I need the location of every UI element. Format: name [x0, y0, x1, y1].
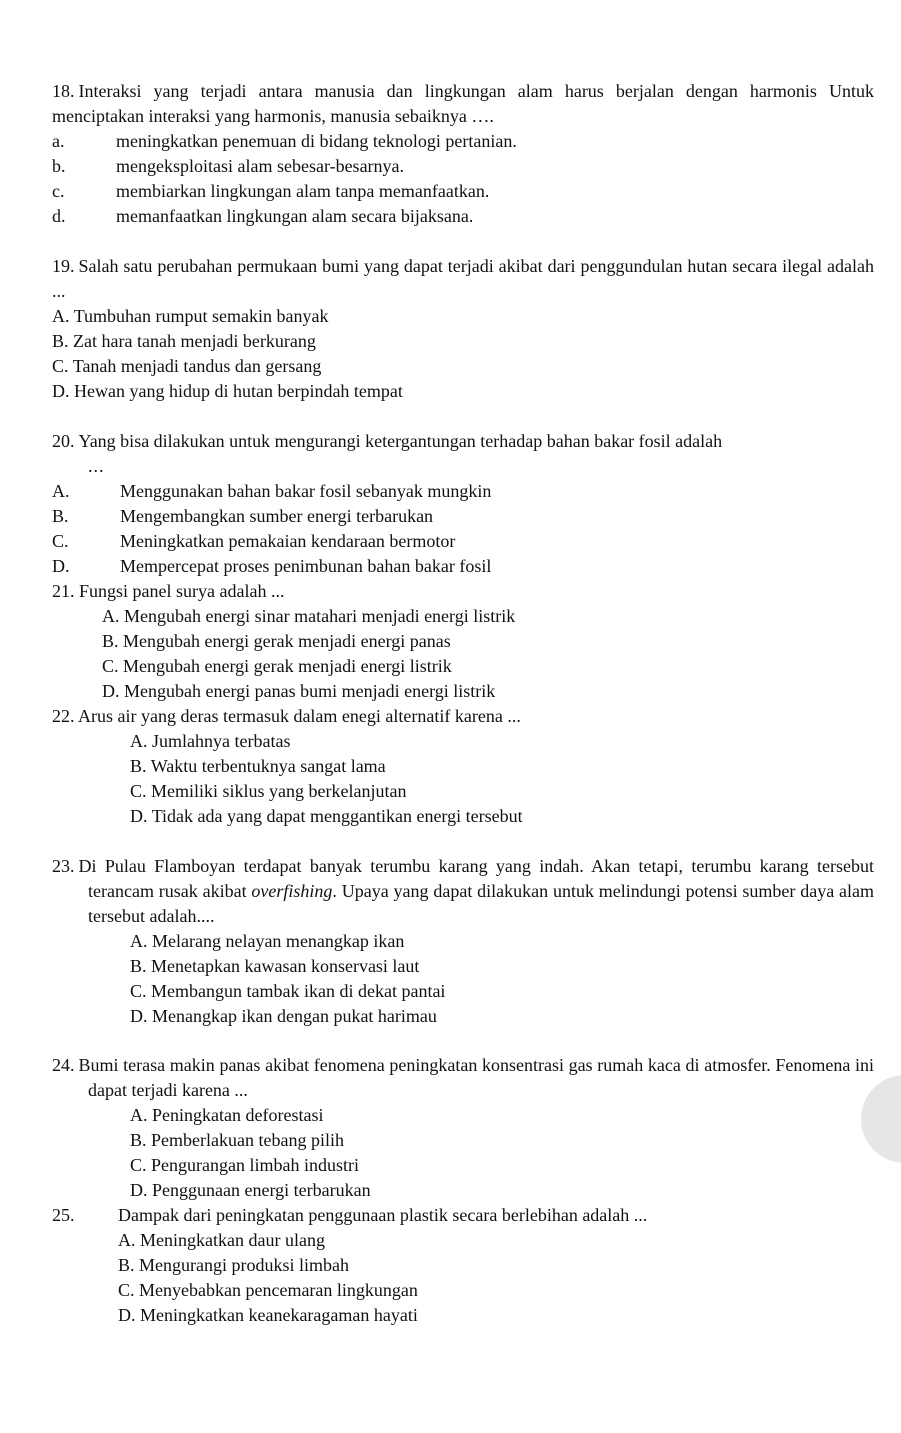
option-letter: d.: [52, 206, 66, 226]
option-text: Zat hara tanah menjadi berkurang: [73, 331, 316, 351]
option-letter: B.: [130, 756, 147, 776]
question-number: 21.: [52, 581, 75, 601]
option-letter: B.: [118, 1255, 135, 1275]
option-letter: B.: [130, 956, 147, 976]
question-24: [52, 1053, 874, 1203]
option-letter: A.: [52, 481, 70, 501]
question-20: [52, 429, 874, 579]
option-letter: D.: [52, 381, 70, 401]
option-text: Meningkatkan daur ulang: [140, 1230, 325, 1250]
option-d[interactable]: [102, 679, 874, 704]
option-text: Mengurangi produksi limbah: [139, 1255, 349, 1275]
option-letter: A.: [130, 1105, 148, 1125]
question-text: Bumi terasa makin panas akibat fenomena peningkatan konsentrasi gas rumah kaca di atmosfer. Fenomena ini dapat terjadi karena ...: [78, 1055, 874, 1100]
option-text: Mempercepat proses penimbunan bahan bakar fosil: [120, 556, 492, 576]
option-text: Peningkatan deforestasi: [152, 1105, 324, 1125]
question-text: Dampak dari peningkatan penggunaan plastik secara berlebihan adalah ...: [118, 1205, 648, 1225]
option-text: Pemberlakuan tebang pilih: [151, 1130, 344, 1150]
option-letter: A.: [102, 606, 120, 626]
option-c[interactable]: [118, 1278, 874, 1303]
option-letter: C.: [118, 1280, 135, 1300]
option-b[interactable]: [52, 154, 874, 179]
option-letter: D.: [118, 1305, 136, 1325]
option-text: Tumbuhan rumput semakin banyak: [73, 306, 329, 326]
option-letter: C.: [102, 656, 119, 676]
option-d[interactable]: [130, 1178, 874, 1203]
question-stem: [52, 1053, 874, 1103]
question-number: 18.: [52, 81, 75, 101]
option-a[interactable]: [52, 304, 874, 329]
option-text: memanfaatkan lingkungan alam secara bijaksana.: [116, 206, 474, 226]
question-number: 25.: [52, 1205, 75, 1225]
option-b[interactable]: [52, 329, 874, 354]
option-text: Menyebabkan pencemaran lingkungan: [139, 1280, 418, 1300]
option-text: meningkatkan penemuan di bidang teknologi pertanian.: [116, 131, 517, 151]
stem-ellipsis: ...: [88, 456, 105, 476]
option-d[interactable]: [52, 204, 874, 229]
option-d[interactable]: [52, 379, 874, 404]
option-text: Waktu terbentuknya sangat lama: [150, 756, 386, 776]
option-text: Hewan yang hidup di hutan berpindah tempat: [74, 381, 403, 401]
question-22: [52, 704, 874, 829]
question-stem: [52, 254, 874, 304]
option-text: Penggunaan energi terbarukan: [152, 1180, 371, 1200]
question-stem: [52, 79, 874, 129]
question-stem: [52, 1203, 874, 1228]
question-19: [52, 254, 874, 404]
question-text-italic: overfishing: [251, 881, 333, 901]
option-text: mengeksploitasi alam sebesar-besarnya.: [116, 156, 405, 176]
option-letter: c.: [52, 181, 65, 201]
option-text: Mengubah energi panas bumi menjadi energi listrik: [124, 681, 496, 701]
option-text: Jumlahnya terbatas: [152, 731, 291, 751]
question-text: Salah satu perubahan permukaan bumi yang dapat terjadi akibat dari penggundulan hutan secara ilegal adalah ...: [52, 256, 874, 301]
option-c[interactable]: [102, 654, 874, 679]
option-text: Membangun tambak ikan di dekat pantai: [151, 981, 446, 1001]
option-letter: A.: [130, 731, 148, 751]
option-a[interactable]: [118, 1228, 874, 1253]
option-c[interactable]: [52, 354, 874, 379]
question-number: 22.: [52, 706, 75, 726]
option-d[interactable]: [118, 1303, 874, 1328]
option-letter: D.: [130, 1180, 148, 1200]
question-number: 24.: [52, 1055, 75, 1075]
option-text: Tidak ada yang dapat menggantikan energi tersebut: [151, 806, 523, 826]
option-letter: C.: [52, 531, 69, 551]
option-letter: B.: [52, 331, 69, 351]
option-c[interactable]: [52, 529, 874, 554]
option-text: Menetapkan kawasan konservasi laut: [151, 956, 420, 976]
option-a[interactable]: [130, 729, 874, 754]
option-b[interactable]: [130, 1128, 874, 1153]
question-number: 19.: [52, 256, 75, 276]
question-text: . Upaya yang dapat dilakukan untuk melindungi potensi sumber daya alam tersebut adalah....: [88, 881, 875, 926]
option-a[interactable]: [52, 479, 874, 504]
option-d[interactable]: [130, 804, 874, 829]
option-letter: D.: [130, 1006, 148, 1026]
question-text: Yang bisa dilakukan untuk mengurangi ketergantungan terhadap bahan bakar fosil adalah: [78, 431, 723, 451]
question-25: [52, 1203, 874, 1328]
question-18: [52, 79, 874, 229]
option-letter: B.: [102, 631, 119, 651]
option-letter: B.: [130, 1130, 147, 1150]
option-text: Meningkatkan pemakaian kendaraan bermotor: [120, 531, 456, 551]
option-d[interactable]: [130, 1004, 874, 1029]
option-text: Menangkap ikan dengan pukat harimau: [152, 1006, 437, 1026]
option-c[interactable]: [130, 979, 874, 1004]
question-text: Fungsi panel surya adalah ...: [79, 581, 285, 601]
question-number: 20.: [52, 431, 75, 451]
option-a[interactable]: [130, 1103, 874, 1128]
question-stem: [52, 579, 874, 604]
question-21: [52, 579, 874, 704]
option-letter: C.: [130, 981, 147, 1001]
option-letter: C.: [52, 356, 69, 376]
option-c[interactable]: [52, 179, 874, 204]
option-letter: B.: [52, 506, 69, 526]
option-letter: A.: [130, 931, 148, 951]
option-letter: A.: [52, 306, 70, 326]
question-text: Arus air yang deras termasuk dalam enegi alternatif karena ...: [78, 706, 521, 726]
option-b[interactable]: [118, 1253, 874, 1278]
question-text: Interaksi yang terjadi antara manusia dan lingkungan alam harus berjalan dengan harmonis Untuk menciptakan interaksi yang harmonis, manusia sebaiknya ….: [52, 81, 874, 126]
option-letter: b.: [52, 156, 66, 176]
option-text: Mengubah energi gerak menjadi energi listrik: [123, 656, 452, 676]
option-letter: C.: [130, 781, 147, 801]
option-c[interactable]: [130, 1153, 874, 1178]
option-text: Tanah menjadi tandus dan gersang: [72, 356, 322, 376]
question-stem: [52, 704, 874, 729]
question-text: Di Pulau Flamboyan terdapat banyak terumbu karang yang indah. Akan tetapi, terumbu karang tersebut terancam rusak akibat: [78, 856, 874, 901]
option-text: Melarang nelayan menangkap ikan: [152, 931, 405, 951]
option-text: Menggunakan bahan bakar fosil sebanyak mungkin: [120, 481, 492, 501]
option-text: Pengurangan limbah industri: [151, 1155, 359, 1175]
option-b[interactable]: [102, 629, 874, 654]
option-letter: C.: [130, 1155, 147, 1175]
option-c[interactable]: [130, 779, 874, 804]
question-23: [52, 854, 874, 1029]
option-text: Memiliki siklus yang berkelanjutan: [151, 781, 407, 801]
option-a[interactable]: [130, 929, 874, 954]
option-letter: A.: [118, 1230, 136, 1250]
option-text: membiarkan lingkungan alam tanpa memanfaatkan.: [116, 181, 490, 201]
option-text: Mengubah energi gerak menjadi energi panas: [123, 631, 451, 651]
question-stem: [52, 854, 874, 929]
option-a[interactable]: [52, 129, 874, 154]
option-letter: D.: [130, 806, 148, 826]
option-text: Mengembangkan sumber energi terbarukan: [120, 506, 434, 526]
question-number: 23.: [52, 856, 75, 876]
option-text: Meningkatkan keanekaragaman hayati: [140, 1305, 418, 1325]
option-b[interactable]: [52, 504, 874, 529]
option-letter: D.: [52, 556, 70, 576]
option-b[interactable]: [130, 954, 874, 979]
option-a[interactable]: [102, 604, 874, 629]
option-d[interactable]: [52, 554, 874, 579]
option-letter: a.: [52, 131, 65, 151]
option-text: Mengubah energi sinar matahari menjadi energi listrik: [124, 606, 516, 626]
option-b[interactable]: [130, 754, 874, 779]
option-letter: D.: [102, 681, 120, 701]
question-stem: [52, 429, 874, 454]
